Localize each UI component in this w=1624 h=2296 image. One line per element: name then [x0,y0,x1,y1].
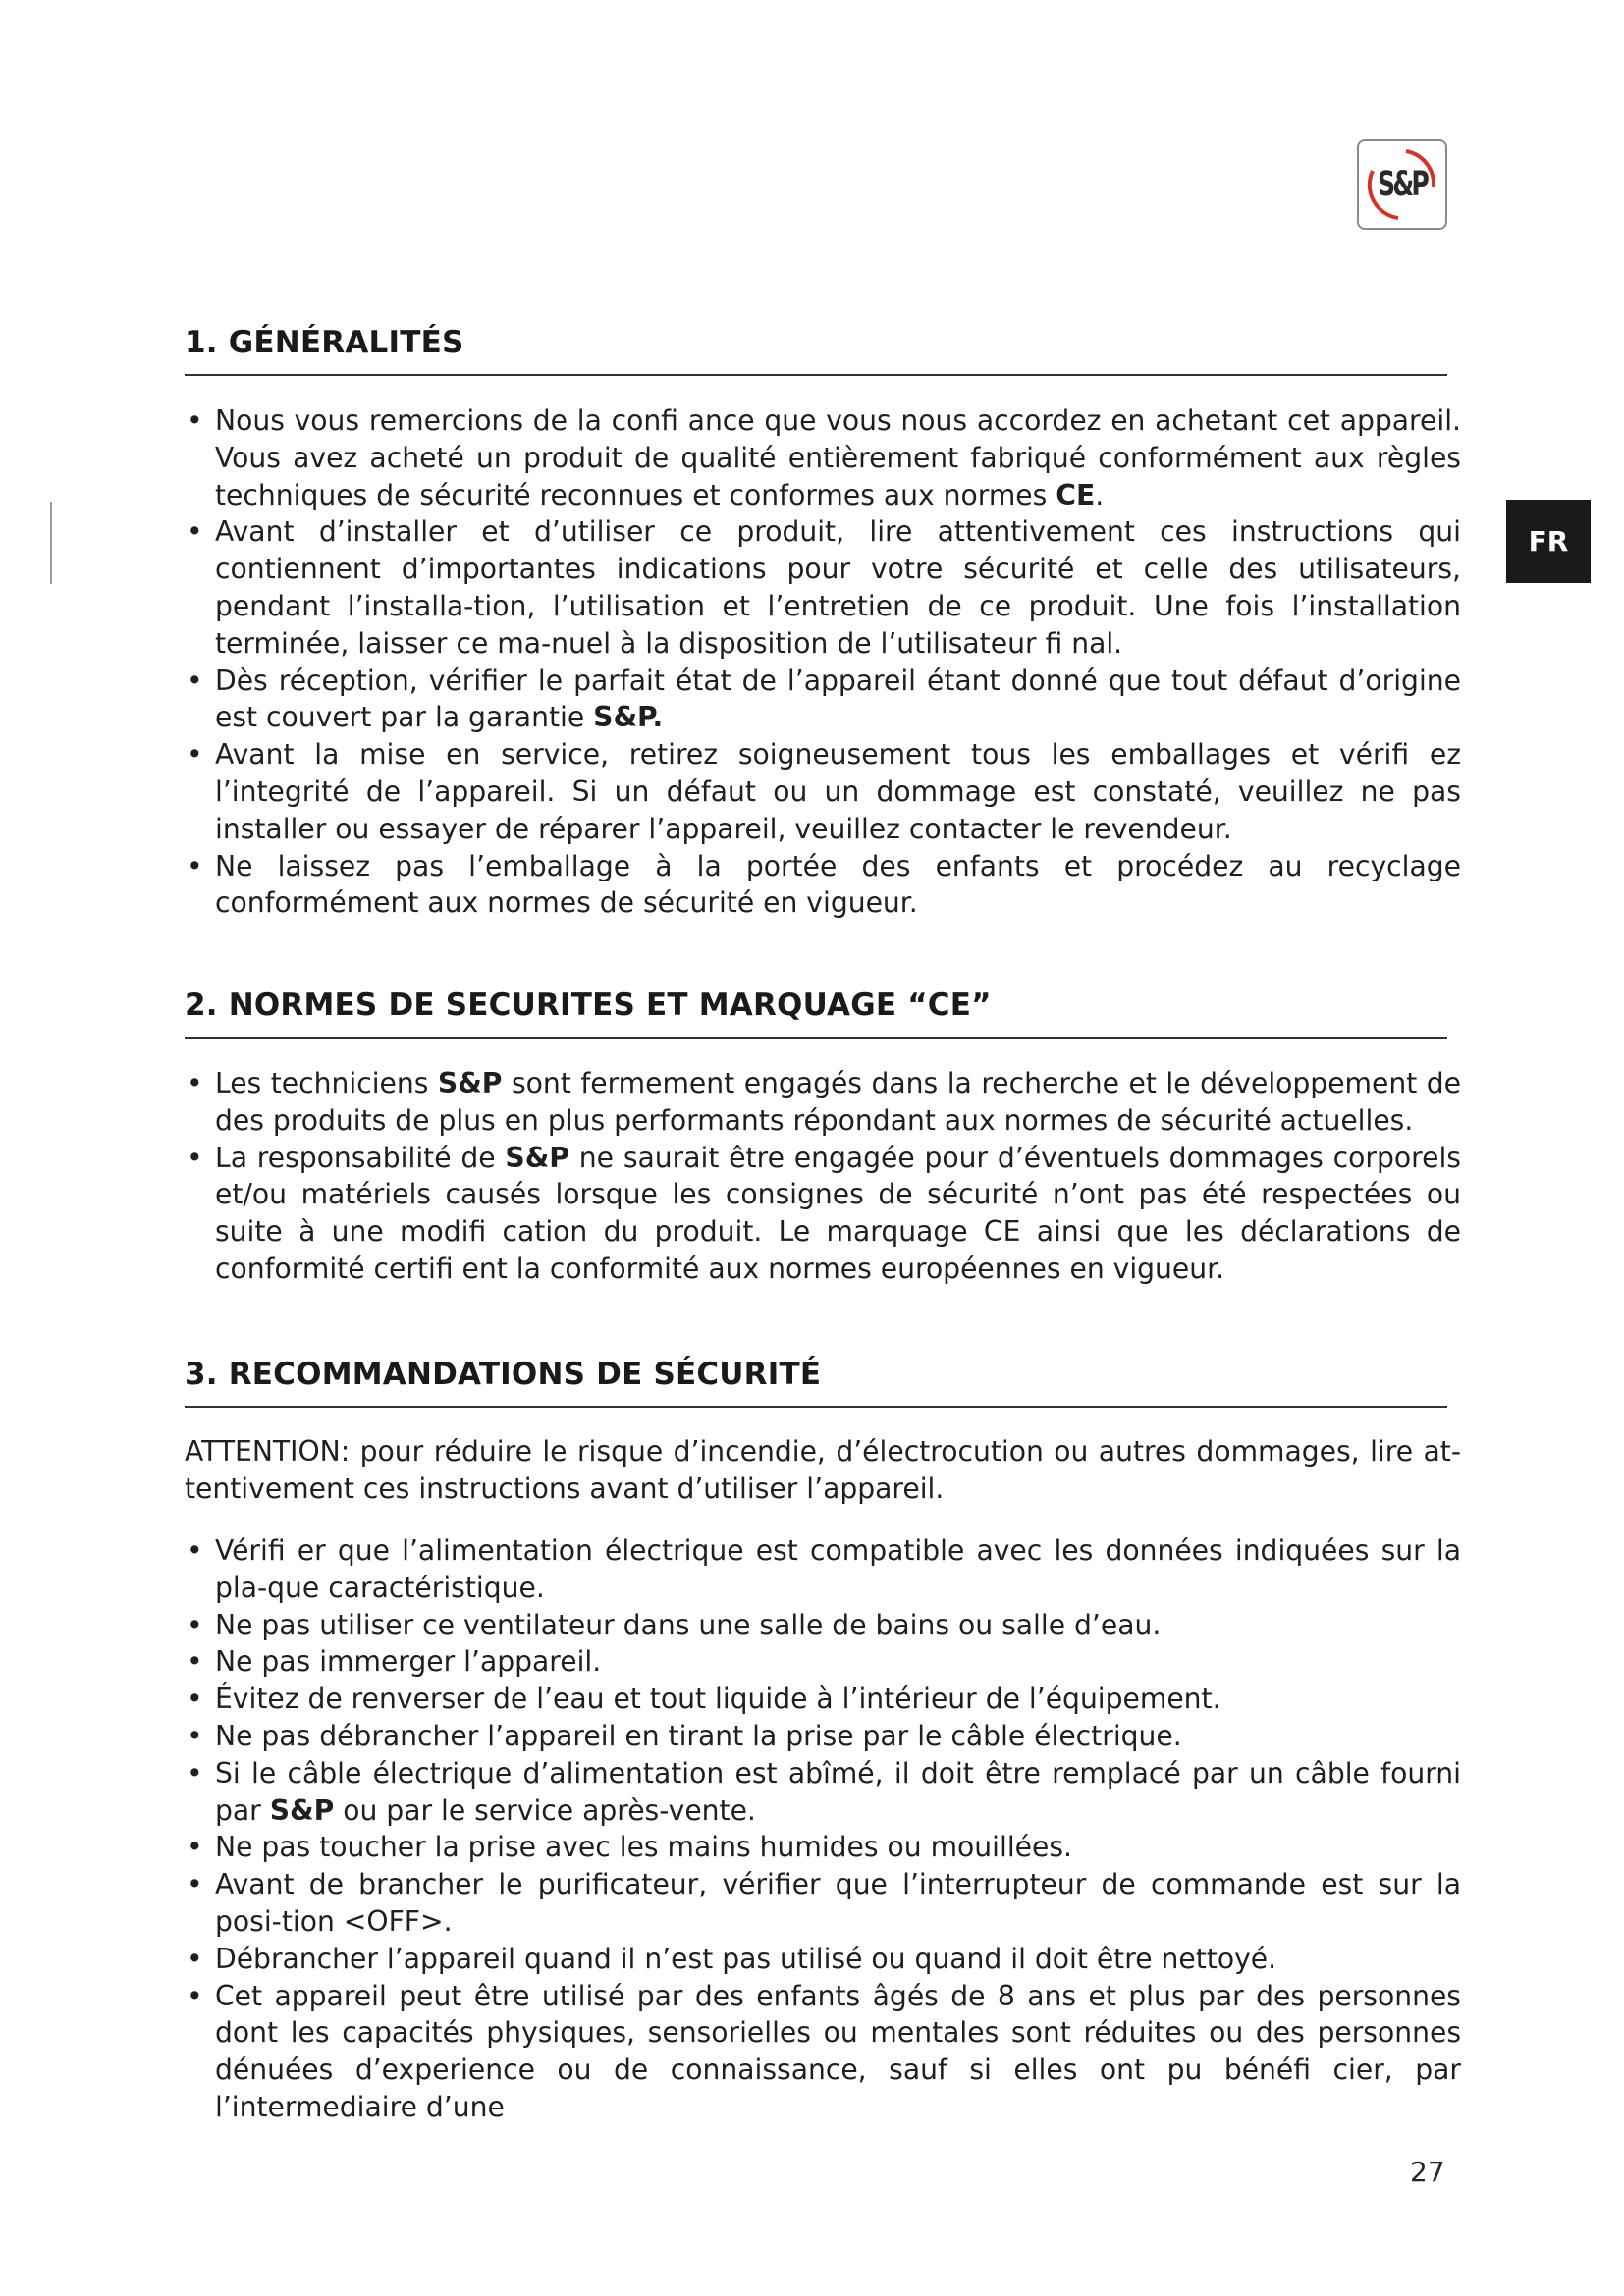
bold-text: CE [1056,478,1096,511]
bold-text: S&P [269,1793,335,1827]
bullet-item [185,1681,1461,1718]
bullet-item [185,1643,1461,1681]
bullet-item [185,1532,1461,1607]
bullet-item [185,1941,1461,1978]
bullet-list-normes [185,1065,1461,1288]
text-run: sont fermement engagés dans la recherche et le développement de des produits de plus en plus performants répondant aux normes de sécurité actuelles. [215,1067,1461,1137]
bullet-list-recommandations [185,1532,1461,2126]
margin-mark [50,502,52,584]
text-run: ne saurait être engagée pour d’éventuels dommages corporels et/ou matériels causés lorsque les consignes de sécurité n’ont pas été respectées ou suite à une modifi cation du produit. Le marquage CE ainsi que les déclarations de conformité certifi ent la conformité aux normes européennes en vigueur. [215,1141,1461,1285]
section-title-normes: 2. NORMES DE SECURITES ET MARQUAGE “CE” [185,988,992,1023]
bold-text: S&P [437,1067,503,1099]
bullet-item [185,1829,1461,1866]
section-title-recommandations: 3. RECOMMANDATIONS DE SÉCURITÉ [185,1357,822,1392]
page-number: 27 [1410,2156,1445,2188]
bullet-item [185,1065,1461,1140]
bullet-item [185,513,1461,662]
section-divider [185,374,1447,376]
bullet-item [185,848,1461,923]
text-run: Avant d’installer et d’utiliser ce produit, lire attentivement ces instructions qui contiennent d’importantes indications pour votre sécurité et celle des utilisateurs, pendant l’installa-tion, l’utilisation et l’entretien de ce produit. Une fois l’installation terminée, laisser ce ma-nuel à la disposition de l’utilisateur fi nal. [215,515,1461,660]
text-run: Ne pas débrancher l’appareil en tirant la prise par le câble électrique. [215,1719,1182,1752]
text-run: Avant de brancher le purificateur, vérifier que l’interrupteur de commande est sur la posi-tion <OFF>. [215,1868,1461,1938]
text-run: Ne pas immerger l’appareil. [215,1645,602,1679]
brand-logo [1357,139,1447,230]
bullet-item [185,1607,1461,1644]
bullet-item [185,736,1461,847]
logo-text: S&P [1378,165,1427,204]
text-run: . [1095,478,1105,511]
text-run: Si le câble électrique d’alimentation est abîmé, il doit être remplacé par un câble fourni par [215,1756,1461,1827]
text-run: Ne pas utiliser ce ventilateur dans une salle de bains ou salle d’eau. [215,1608,1162,1641]
text-run: La responsabilité de [215,1141,506,1174]
text-run: Débrancher l’appareil quand il n’est pas utilisé ou quand il doit être nettoyé. [215,1942,1277,1975]
text-run: Vérifi er que l’alimentation électrique est compatible avec les données indiquées sur la pla-que caractéristique. [215,1534,1461,1604]
section-divider [185,1037,1447,1039]
bullet-list-generalites [185,402,1461,922]
text-run: Ne laissez pas l’emballage à la portée des enfants et procédez au recyclage conformément aux normes de sécurité en vigueur. [215,849,1461,920]
text-run: Avant la mise en service, retirez soigneusement tous les emballages et vérifi ez l’integrité de l’appareil. Si un défaut ou un dommage est constaté, veuillez ne pas installer ou essayer de réparer l’appareil, veuillez contacter le revendeur. [215,738,1461,845]
bullet-item [185,1866,1461,1941]
bullet-item [185,1755,1461,1830]
section-divider [185,1406,1447,1408]
text-run: Ne pas toucher la prise avec les mains humides ou mouillées. [215,1831,1072,1864]
bullet-item [185,1140,1461,1288]
text-run: Dès réception, vérifier le parfait état de l’appareil étant donné que tout défaut d’origine est couvert par la garantie [215,664,1461,734]
section-title-generalites: 1. GÉNÉRALITÉS [185,325,464,360]
text-run: ou par le service après-vente. [334,1793,756,1827]
text-run: Les techniciens [215,1067,438,1099]
text-run: Cet appareil peut être utilisé par des enfants âgés de 8 ans et plus par des personnes dont les capacités physiques, sensorielles ou mentales sont réduites ou des personnes dénuées d’experience ou de connaissance, sauf si elles ont pu bénéfi cier, par l’intermediaire d’une [215,1979,1461,2123]
text-run: Nous vous remercions de la confi ance que vous nous accordez en achetant cet appareil. Vous avez acheté un produit de qualité entièrement fabriqué conformément aux règles techniques de sécurité reconnues et conformes aux normes [215,404,1461,511]
language-tab[interactable]: FR [1506,500,1591,583]
bullet-item [185,402,1461,513]
bold-text: S&P. [593,701,664,734]
bullet-item [185,1718,1461,1755]
attention-paragraph: ATTENTION: pour réduire le risque d’incendie, d’électrocution ou autres dommages, lire at-tentivement ces instructions avant d’utiliser l’appareil. [185,1435,1461,1505]
text-run: Évitez de renverser de l’eau et tout liquide à l’intérieur de l’équipement. [215,1682,1221,1716]
bullet-item [185,663,1461,737]
bullet-item [185,1978,1461,2126]
bold-text: S&P [505,1141,569,1174]
